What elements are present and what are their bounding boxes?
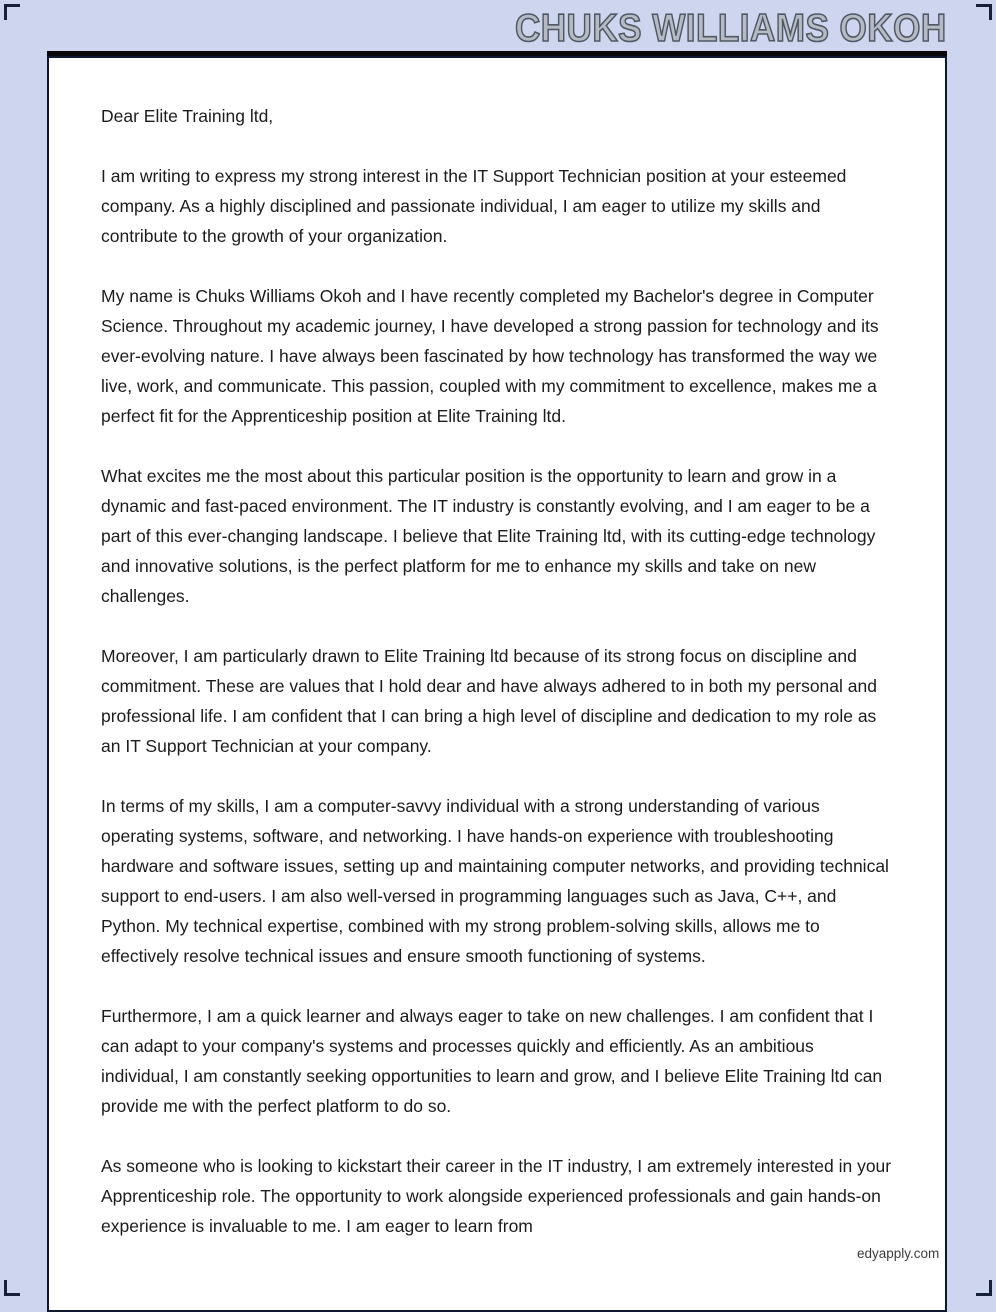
author-name: CHUKS WILLIAMS OKOH xyxy=(515,7,947,50)
paragraph-3: What excites me the most about this particular position is the opportunity to learn and grow in a dynamic and fast-paced environment. The IT industry is constantly evolving, and I am eager to be a part of this ever-changing landscape. I believe that Elite Training ltd, with its cutting-edge technology and innovative solutions, is the perfect platform for me to enhance my skills and take on new challenges. xyxy=(101,466,876,606)
letter-header xyxy=(47,6,947,52)
paragraph-6: Furthermore, I am a quick learner and always eager to take on new challenges. I am confident that I can adapt to your company's systems and processes quickly and efficiently. As an ambitious individual, I am constantly seeking opportunities to learn and grow, and I believe Elite Training ltd can provide me with the perfect platform to do so. xyxy=(101,1006,883,1116)
watermark: edyapply.com xyxy=(857,1246,940,1261)
paragraph-2: My name is Chuks Williams Okoh and I have recently completed my Bachelor's degree in Computer Science. Throughout my academic journey, I have developed a strong passion for technology and its ever-evolving nature. I have always been fascinated by how technology has transformed the way we live, work, and communicate. This passion, coupled with my commitment to excellence, makes me a perfect fit for the Apprenticeship position at Elite Training ltd. xyxy=(101,286,879,426)
letter-document xyxy=(47,56,947,1312)
corner-mark-bottom-right xyxy=(976,1280,992,1296)
corner-mark-top-left xyxy=(4,4,20,20)
paragraph-5: In terms of my skills, I am a computer-savvy individual with a strong understanding of various operating systems, software, and networking. I have hands-on experience with troubleshooting hardware and software issues, setting up and maintaining computer networks, and providing technical support to end-users. I am also well-versed in programming languages such as Java, C++, and Python. My technical expertise, combined with my strong problem-solving skills, allows me to effectively resolve technical issues and ensure smooth functioning of systems. xyxy=(101,796,889,966)
paragraph-7: As someone who is looking to kickstart their career in the IT industry, I am extremely interested in your Apprenticeship role. The opportunity to work alongside experienced professionals and gain hands-on experience is invaluable to me. I am eager to learn from xyxy=(101,1156,892,1236)
paragraph-4: Moreover, I am particularly drawn to Elite Training ltd because of its strong focus on discipline and commitment. These are values that I hold dear and have always adhered to in both my personal and professional life. I am confident that I can bring a high level of discipline and dedication to my role as an IT Support Technician at your company. xyxy=(101,646,877,756)
paragraph-1: I am writing to express my strong interest in the IT Support Technician position at your esteemed company. As a highly disciplined and passionate individual, I am eager to utilize my skills and contribute to the growth of your organization. xyxy=(101,166,847,246)
salutation: Dear Elite Training ltd, xyxy=(101,106,274,126)
corner-mark-bottom-left xyxy=(4,1280,20,1296)
corner-mark-top-right xyxy=(976,4,992,20)
